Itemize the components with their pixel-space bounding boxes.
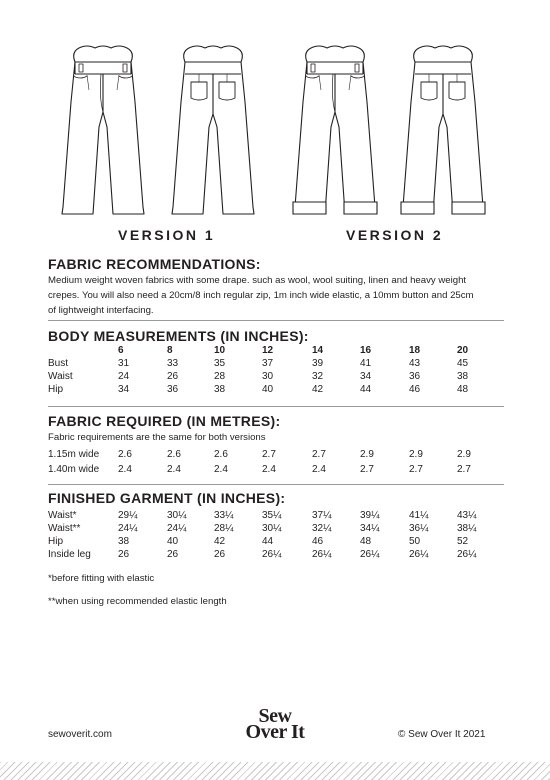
table-cell: 26¼	[312, 549, 332, 560]
table-cell: 2.9	[360, 449, 374, 460]
size-header: 6	[118, 345, 124, 356]
table-cell: 2.4	[262, 464, 276, 475]
table-cell: 2.7	[312, 449, 326, 460]
table-cell: 38	[214, 384, 226, 395]
logo-line-1: Sew	[258, 705, 292, 727]
table-cell: 2.4	[118, 464, 132, 475]
table-cell: 26¼	[409, 549, 429, 560]
table-cell: 36¼	[409, 523, 429, 534]
footnote-before-fitting: *before fitting with elastic	[48, 573, 155, 584]
table-cell: 38¼	[457, 523, 477, 534]
table-cell: 42	[312, 384, 324, 395]
size-header: 12	[262, 345, 274, 356]
row-label: Waist	[48, 371, 73, 382]
table-cell: 2.4	[214, 464, 228, 475]
table-cell: 44	[262, 536, 274, 547]
finished-garment-title: FINISHED GARMENT (IN INCHES):	[48, 490, 286, 506]
row-label: Waist**	[48, 523, 81, 534]
table-row	[48, 358, 518, 371]
row-label: Hip	[48, 536, 64, 547]
version1-back-illustration	[172, 46, 254, 214]
table-cell: 26¼	[360, 549, 380, 560]
table-row	[48, 464, 518, 479]
size-header: 10	[214, 345, 226, 356]
table-row	[48, 510, 518, 523]
version1-front-illustration	[62, 46, 144, 214]
table-cell: 26	[118, 549, 130, 560]
row-label: Bust	[48, 358, 69, 369]
table-cell: 33¼	[214, 510, 234, 521]
table-cell: 2.6	[118, 449, 132, 460]
table-cell: 24¼	[167, 523, 187, 534]
row-label: Waist*	[48, 510, 77, 521]
table-cell: 2.9	[457, 449, 471, 460]
table-row	[48, 449, 518, 464]
row-label: 1.40m wide	[48, 464, 100, 475]
fabric-recommendations-title: FABRIC RECOMMENDATIONS:	[48, 256, 261, 272]
size-header: 14	[312, 345, 324, 356]
table-cell: 38	[118, 536, 130, 547]
table-cell: 26¼	[457, 549, 477, 560]
table-cell: 32¼	[312, 523, 332, 534]
table-cell: 2.7	[360, 464, 374, 475]
table-cell: 32	[312, 371, 324, 382]
table-cell: 26¼	[262, 549, 282, 560]
table-cell: 36	[409, 371, 421, 382]
body-measurements-table	[48, 345, 518, 397]
table-cell: 2.9	[409, 449, 423, 460]
size-header: 18	[409, 345, 421, 356]
table-row	[48, 549, 518, 562]
size-header: 20	[457, 345, 469, 356]
table-cell: 26	[167, 371, 179, 382]
table-cell: 30¼	[167, 510, 187, 521]
table-cell: 35	[214, 358, 226, 369]
version2-back-illustration	[401, 46, 485, 214]
version2-front-illustration	[293, 46, 377, 214]
table-cell: 34¼	[360, 523, 380, 534]
table-cell: 44	[360, 384, 372, 395]
table-cell: 48	[457, 384, 469, 395]
trouser-illustrations	[0, 0, 550, 225]
table-cell: 39	[312, 358, 324, 369]
decorative-stripe-border	[0, 762, 550, 780]
table-cell: 30¼	[262, 523, 282, 534]
version-2-label: VERSION 2	[346, 227, 444, 243]
row-label: Inside leg	[48, 549, 91, 560]
table-cell: 29¼	[118, 510, 138, 521]
table-cell: 43	[409, 358, 421, 369]
table-cell: 42	[214, 536, 226, 547]
row-label: Hip	[48, 384, 64, 395]
fabric-required-table	[48, 449, 518, 479]
divider	[48, 406, 504, 407]
table-cell: 43¼	[457, 510, 477, 521]
table-cell: 40	[262, 384, 274, 395]
table-row	[48, 523, 518, 536]
website-link[interactable]: sewoverit.com	[48, 729, 112, 740]
fabric-rec-line: crepes. You will also need a 20cm/8 inch regular zip, 1m inch wide elastic, a 10mm button and 25cm	[48, 290, 474, 301]
table-cell: 35¼	[262, 510, 282, 521]
footnote-recommended-elastic: **when using recommended elastic length	[48, 596, 227, 607]
table-cell: 38	[457, 371, 469, 382]
table-cell: 2.4	[312, 464, 326, 475]
table-cell: 50	[409, 536, 421, 547]
table-cell: 24¼	[118, 523, 138, 534]
row-label: 1.15m wide	[48, 449, 100, 460]
copyright-text: © Sew Over It 2021	[398, 729, 486, 740]
divider	[48, 320, 504, 321]
size-header: 16	[360, 345, 372, 356]
table-cell: 31	[118, 358, 130, 369]
table-cell: 37	[262, 358, 274, 369]
table-cell: 39¼	[360, 510, 380, 521]
table-cell: 2.7	[262, 449, 276, 460]
table-cell: 46	[409, 384, 421, 395]
table-cell: 2.6	[167, 449, 181, 460]
table-cell: 26	[214, 549, 226, 560]
table-cell: 26	[167, 549, 179, 560]
table-row	[48, 371, 518, 384]
table-cell: 37¼	[312, 510, 332, 521]
fabric-required-note: Fabric requirements are the same for both versions	[48, 432, 266, 443]
table-cell: 41¼	[409, 510, 429, 521]
table-cell: 2.6	[214, 449, 228, 460]
fabric-rec-line: of lightweight interfacing.	[48, 305, 154, 316]
fabric-required-title: FABRIC REQUIRED (IN METRES):	[48, 413, 281, 429]
table-row	[48, 536, 518, 549]
fabric-rec-line: Medium weight woven fabrics with some drape. such as wool, wool suiting, linen and heavy weight	[48, 275, 467, 286]
table-cell: 48	[360, 536, 372, 547]
table-cell: 40	[167, 536, 179, 547]
size-header: 8	[167, 345, 173, 356]
table-cell: 34	[360, 371, 372, 382]
table-cell: 28	[214, 371, 226, 382]
table-cell: 2.4	[167, 464, 181, 475]
logo-line-2: Over It	[245, 721, 305, 743]
table-cell: 2.7	[457, 464, 471, 475]
version-1-label: VERSION 1	[118, 227, 216, 243]
finished-garment-table	[48, 510, 518, 562]
table-cell: 46	[312, 536, 324, 547]
fabric-recommendations-text	[48, 273, 508, 318]
table-cell: 28¼	[214, 523, 234, 534]
table-cell: 52	[457, 536, 469, 547]
table-cell: 45	[457, 358, 469, 369]
table-cell: 30	[262, 371, 274, 382]
divider	[48, 484, 504, 485]
table-cell: 24	[118, 371, 130, 382]
table-cell: 33	[167, 358, 179, 369]
table-row	[48, 384, 518, 397]
table-cell: 34	[118, 384, 130, 395]
sew-over-it-logo	[240, 705, 310, 743]
body-measurements-title: BODY MEASUREMENTS (IN INCHES):	[48, 328, 309, 344]
table-cell: 2.7	[409, 464, 423, 475]
table-cell: 41	[360, 358, 372, 369]
table-cell: 36	[167, 384, 179, 395]
size-header-row	[48, 345, 518, 358]
